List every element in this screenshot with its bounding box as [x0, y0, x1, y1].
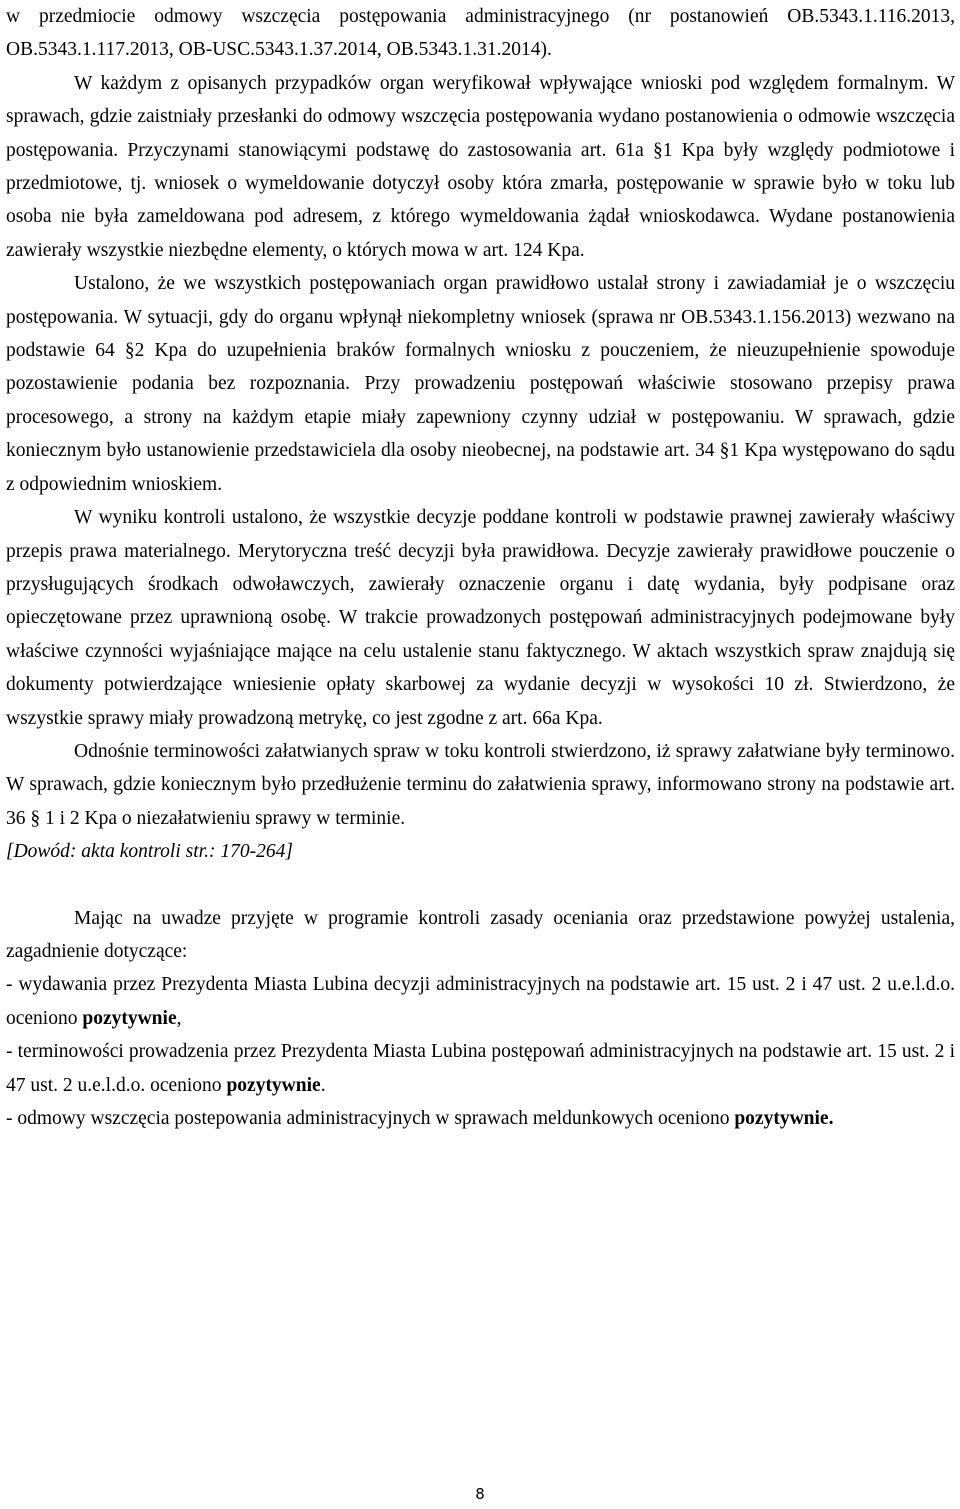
paragraph-5: Odnośnie terminowości załatwianych spraw w toku kontroli stwierdzono, iż sprawy załatwiane były terminowo. W sprawach, gdzie koniecznym było przedłużenie terminu do załatwienia sprawy, informowano strony na podstawie art. 36 § 1 i 2 Kpa o niezałatwieniu sprawy w terminie.	[6, 740, 955, 829]
assessment-item-1	[6, 968, 955, 1035]
assessment-punctuation: .	[320, 1074, 326, 1096]
blank-line	[6, 869, 955, 902]
assessment-punctuation: ,	[176, 1007, 182, 1029]
paragraph-1: w przedmiocie odmowy wszczęcia postępowania administracyjnego (nr postanowień OB.5343.1.116.2013, OB.5343.1.117.2013, OB-USC.5343.1.37.2014, OB.5343.1.31.2014).	[6, 6, 955, 61]
paragraph-2: W każdym z opisanych przypadków organ weryfikował wpływające wnioski pod względem formalnym. W sprawach, gdzie zaistniały przesłanki do odmowy wszczęcia postępowania wydano postanowienia o odmowie wszczęcia postępowania. Przyczynami stanowiącymi podstawę do zastosowania art. 61a §1 Kpa były względy podmiotowe i przedmiotowe, tj. wniosek o wymeldowanie dotyczył osoby która zmarła, postępowanie w sprawie było w toku lub osoba nie była zameldowana pod adresem, z którego wymeldowania żądał wnioskodawca. Wydane postanowienia zawierały wszystkie niezbędne elementy, o których mowa w art. 124 Kpa.	[6, 72, 955, 261]
assessment-item-2	[6, 1035, 955, 1102]
page-number: 8	[475, 1485, 485, 1503]
paragraph-3: Ustalono, że we wszystkich postępowaniach organ prawidłowo ustalał strony i zawiadamiał je o wszczęciu postępowania. W sytuacji, gdy do organu wpłynął niekompletny wniosek (sprawa nr OB.5343.1.156.2013) wezwano na podstawie 64 §2 Kpa do uzupełnienia braków formalnych wniosku z pouczeniem, że nieuzupełnienie spowoduje pozostawienie podania bez rozpoznania. Przy prowadzeniu postępowań właściwie stosowano przepisy prawa procesowego, a strony na każdym etapie miały zapewniony czynny udział w postępowaniu. W sprawach, gdzie koniecznym było ustanowienie przedstawiciela dla osoby nieobecnej, na podstawie art. 34 §1 Kpa występowano do sądu z odpowiednim wnioskiem.	[6, 273, 955, 495]
assessment-item-3	[6, 1102, 955, 1135]
evidence-reference: [Dowód: akta kontroli str.: 170-264]	[6, 841, 293, 863]
paragraph-4: W wyniku kontroli ustalono, że wszystkie decyzje poddane kontroli w podstawie prawnej zawierały właściwy przepis prawa materialnego. Merytoryczna treść decyzji była prawidłowa. Decyzje zawierały prawidłowe pouczenie o przysługujących środkach odwoławczych, zawierały oznaczenie organu i datę wydania, były podpisane oraz opieczętowane przez uprawnioną osobę. W trakcie prowadzonych postępowań administracyjnych podejmowane były właściwe czynności wyjaśniające mające na celu ustalenie stanu faktycznego. W aktach wszystkich spraw znajdują się dokumenty potwierdzające wniesienie opłaty skarbowej za wydanie decyzji w wysokości 10 zł. Stwierdzono, że wszystkie sprawy miały prowadzoną metrykę, co jest zgodne z art. 66a Kpa.	[6, 507, 955, 729]
assessment-rating: pozytywnie.	[734, 1108, 834, 1129]
document-page	[6, 0, 955, 1135]
assessment-text: - wydawania przez Prezydenta Miasta Lubina decyzji administracyjnych na podstawie art. 15 ust. 2 i 47 ust. 2 u.e.l.d.o. oceniono	[6, 974, 955, 1029]
assessment-rating: pozytywnie	[82, 1007, 177, 1029]
summary-intro: Mając na uwadze przyjęte w programie kontroli zasady oceniania oraz przedstawione powyżej ustalenia, zagadnienie dotyczące:	[6, 907, 955, 962]
assessment-text: - terminowości prowadzenia przez Prezydenta Miasta Lubina postępowań administracyjnych na podstawie art. 15 ust. 2 i 47 ust. 2 u.e.l.d.o. oceniono	[6, 1041, 955, 1096]
assessment-text: - odmowy wszczęcia postepowania administracyjnych w sprawach meldunkowych oceniono	[6, 1108, 735, 1129]
assessment-rating: pozytywnie	[226, 1074, 321, 1096]
